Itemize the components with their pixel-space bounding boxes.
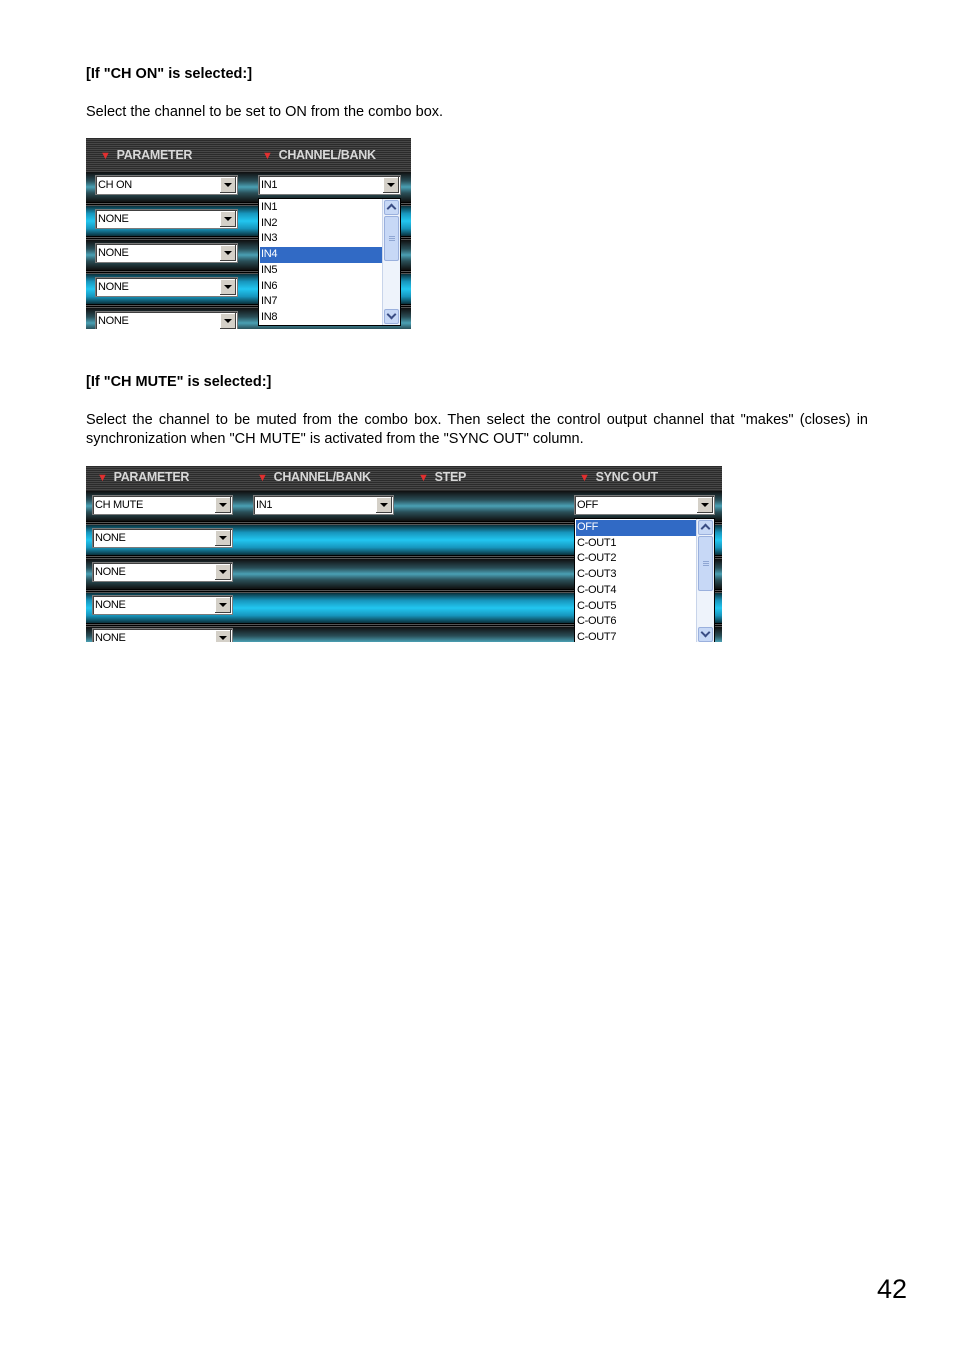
list-item[interactable]: C-OUT2: [577, 552, 617, 565]
section1-text: Select the channel to be set to ON from the combo box.: [86, 104, 444, 120]
list-item[interactable]: C-OUT3: [577, 568, 617, 581]
header-sync-out[interactable]: ▼ SYNC OUT: [579, 470, 658, 484]
scroll-down-icon[interactable]: [384, 309, 399, 324]
chevron-down-icon[interactable]: [215, 497, 231, 513]
list-item[interactable]: C-OUT5: [577, 599, 617, 612]
chevron-down-icon[interactable]: [697, 497, 713, 513]
chevron-down-icon[interactable]: [215, 564, 231, 580]
parameter-combo[interactable]: NONE: [95, 311, 238, 329]
list-item[interactable]: C-OUT6: [577, 615, 617, 628]
scroll-up-icon[interactable]: [698, 520, 713, 535]
list-item[interactable]: IN7: [261, 295, 278, 308]
chevron-down-icon[interactable]: [220, 177, 236, 193]
parameter-combo[interactable]: NONE: [92, 628, 233, 642]
parameter-combo[interactable]: CH ON: [95, 175, 238, 195]
chevron-down-icon[interactable]: [220, 245, 236, 261]
parameter-combo[interactable]: CH MUTE: [92, 495, 233, 515]
scroll-up-icon[interactable]: [384, 200, 399, 215]
list-item[interactable]: C-OUT4: [577, 583, 617, 596]
ch-mute-screenshot: [86, 466, 722, 642]
chevron-down-icon[interactable]: [220, 211, 236, 227]
list-item[interactable]: IN6: [261, 279, 278, 292]
sort-triangle-icon: ▼: [579, 472, 590, 484]
chevron-down-icon[interactable]: [215, 630, 231, 642]
section2-text: Select the channel to be muted from the combo box. Then select the control output channel that "makes" (closes) in synchronization when "CH MUTE" is activated from the "SYNC OUT" column.: [86, 412, 868, 447]
sort-triangle-icon: ▼: [262, 150, 273, 162]
scroll-thumb[interactable]: [698, 536, 713, 591]
sort-triangle-icon: ▼: [257, 472, 268, 484]
channel-bank-combo[interactable]: IN1: [253, 495, 394, 515]
section2-heading: [If "CH MUTE" is selected:]: [86, 374, 272, 390]
parameter-combo[interactable]: NONE: [95, 243, 238, 263]
sync-out-dropdown-list[interactable]: [574, 518, 715, 642]
chevron-down-icon[interactable]: [215, 597, 231, 613]
scrollbar[interactable]: [696, 519, 714, 642]
section1-heading: [If "CH ON" is selected:]: [86, 66, 253, 82]
ch-on-screenshot: [86, 138, 411, 329]
list-item[interactable]: C-OUT7: [577, 630, 617, 642]
scroll-down-icon[interactable]: [698, 627, 713, 642]
list-item[interactable]: IN5: [261, 263, 278, 276]
chevron-down-icon[interactable]: [376, 497, 392, 513]
sort-triangle-icon: ▼: [97, 472, 108, 484]
scroll-thumb[interactable]: [384, 216, 399, 261]
scrollbar[interactable]: [382, 199, 400, 325]
parameter-combo[interactable]: NONE: [92, 562, 233, 582]
header-channel-bank[interactable]: ▼ CHANNEL/BANK: [257, 470, 371, 484]
sync-out-combo[interactable]: OFF: [574, 495, 715, 515]
parameter-combo[interactable]: NONE: [95, 277, 238, 297]
chevron-down-icon[interactable]: [220, 313, 236, 329]
page-number: 42: [877, 1274, 908, 1304]
list-item[interactable]: IN8: [261, 310, 278, 323]
chevron-down-icon[interactable]: [220, 279, 236, 295]
header-step[interactable]: ▼ STEP: [418, 470, 467, 484]
sort-triangle-icon: ▼: [418, 472, 429, 484]
header-parameter[interactable]: ▼ PARAMETER: [100, 148, 193, 162]
parameter-combo[interactable]: NONE: [95, 209, 238, 229]
chevron-down-icon[interactable]: [383, 177, 399, 193]
sort-triangle-icon: ▼: [100, 150, 111, 162]
header-bar: [86, 138, 411, 172]
list-item-selected[interactable]: IN4: [260, 247, 382, 263]
list-item[interactable]: IN2: [261, 216, 278, 229]
channel-dropdown-list[interactable]: [258, 198, 401, 326]
parameter-combo[interactable]: NONE: [92, 528, 233, 548]
list-item-selected[interactable]: OFF: [576, 520, 696, 536]
list-item[interactable]: IN1: [261, 201, 278, 213]
list-item[interactable]: IN3: [261, 232, 278, 245]
chevron-down-icon[interactable]: [215, 530, 231, 546]
header-parameter[interactable]: ▼ PARAMETER: [97, 470, 190, 484]
header-channel-bank[interactable]: ▼ CHANNEL/BANK: [262, 148, 376, 162]
channel-bank-combo[interactable]: IN1: [258, 175, 401, 195]
list-item[interactable]: C-OUT1: [577, 536, 617, 549]
header-bar: [86, 466, 722, 491]
parameter-combo[interactable]: NONE: [92, 595, 233, 615]
